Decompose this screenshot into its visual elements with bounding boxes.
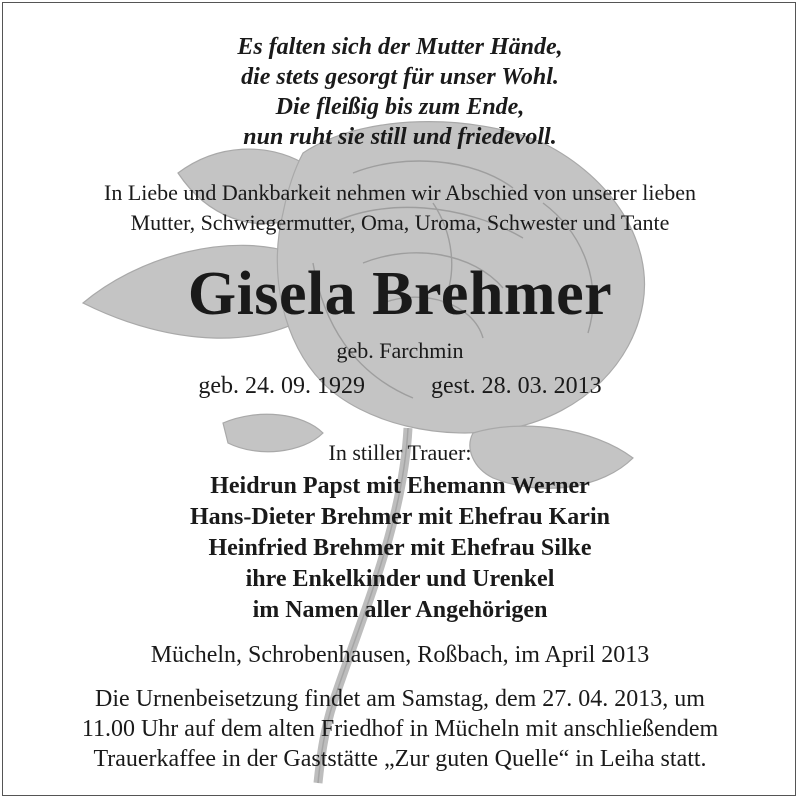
burial-notice-line: Trauerkaffee in der Gaststätte „Zur guten Quelle“ in Leiha statt. [93, 746, 707, 772]
notice-content [3, 3, 796, 796]
burial-notice-line: Die Urnenbeisetzung findet am Samstag, dem 27. 04. 2013, um [95, 686, 705, 712]
place-date: Mücheln, Schrobenhausen, Roßbach, im April 2013 [150, 642, 650, 668]
mourner-line: ihre Enkelkinder und Urenkel [245, 566, 555, 592]
poem-line: die stets gesorgt für unser Wohl. [241, 64, 559, 90]
mourner-line: Heidrun Papst mit Ehemann Werner [210, 473, 590, 499]
mourner-line: im Namen aller Angehörigen [252, 597, 548, 623]
intro-line: Mutter, Schwiegermutter, Oma, Uroma, Schwester und Tante [130, 210, 670, 235]
death-date: gest. 28. 03. 2013 [430, 373, 602, 399]
poem-line: nun ruht sie still und friedevoll. [243, 124, 557, 150]
deceased-name: Gisela Brehmer [187, 260, 613, 328]
life-dates [3, 373, 796, 400]
poem-line: Es falten sich der Mutter Hände, [237, 34, 563, 60]
poem-line: Die fleißig bis zum Ende, [275, 94, 525, 120]
intro-line: In Liebe und Dankbarkeit nehmen wir Abschied von unserer lieben [104, 180, 696, 205]
obituary-notice [2, 2, 796, 796]
mourning-heading: In stiller Trauer: [328, 440, 472, 465]
burial-notice-line: 11.00 Uhr auf dem alten Friedhof in Mücheln mit anschließendem [81, 716, 719, 742]
mourner-line: Hans-Dieter Brehmer mit Ehefrau Karin [190, 504, 610, 530]
birth-date: geb. 24. 09. 1929 [198, 373, 365, 399]
mourner-line: Heinfried Brehmer mit Ehefrau Silke [208, 535, 592, 561]
birth-name: geb. Farchmin [336, 338, 464, 363]
